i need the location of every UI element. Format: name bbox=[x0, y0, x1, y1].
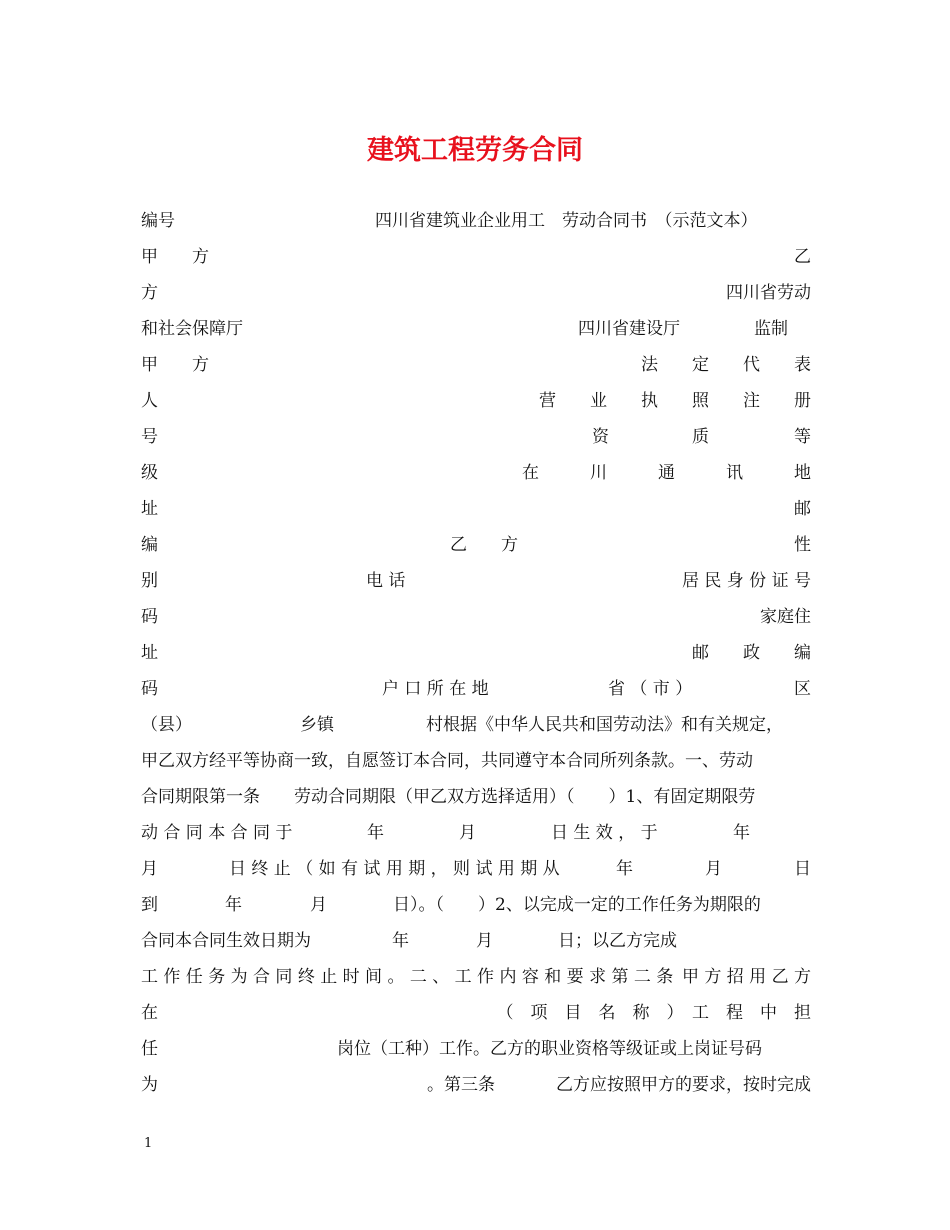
text-fragment: 人 bbox=[141, 391, 158, 411]
text-line bbox=[141, 892, 811, 918]
text-fragment: 在 川 通 讯 地 bbox=[522, 463, 811, 483]
text-fragment: 居 民 身 份 证 号 bbox=[681, 571, 811, 591]
text-line bbox=[141, 1072, 811, 1098]
text-line bbox=[141, 640, 811, 666]
text-line bbox=[141, 856, 811, 882]
text-fragment: 年 bbox=[225, 895, 242, 915]
text-fragment: （县） bbox=[141, 715, 192, 735]
text-fragment: 编号 bbox=[141, 211, 175, 231]
text-fragment: 年 bbox=[392, 931, 409, 951]
text-fragment: 省 （ 市 ） bbox=[608, 679, 693, 699]
text-fragment: 四川省劳动 bbox=[726, 283, 811, 303]
text-fragment: 日；以乙方完成 bbox=[558, 931, 677, 951]
text-line bbox=[141, 676, 811, 702]
text-line bbox=[141, 604, 811, 630]
text-fragment: 甲 方 招 用 乙 方 bbox=[681, 967, 811, 987]
text-fragment: 乙 bbox=[794, 247, 811, 267]
text-fragment: 家庭住 bbox=[760, 607, 811, 627]
text-fragment: 法 定 代 表 bbox=[641, 355, 811, 375]
text-fragment: 日 生 效 ， 于 bbox=[551, 823, 658, 843]
page-number: 1 bbox=[144, 1136, 153, 1151]
text-line bbox=[141, 280, 811, 306]
text-fragment: 月 bbox=[476, 931, 493, 951]
text-fragment: 甲 方 bbox=[141, 247, 209, 267]
text-fragment: 邮 政 编 bbox=[692, 643, 811, 663]
text-fragment: 和社会保障厅 bbox=[141, 319, 243, 339]
text-line bbox=[141, 568, 811, 594]
text-fragment: 别 bbox=[141, 571, 158, 591]
text-fragment: 区 bbox=[794, 679, 811, 699]
text-fragment: 年 bbox=[367, 823, 384, 843]
text-line bbox=[141, 820, 811, 846]
text-fragment: 年 bbox=[616, 859, 633, 879]
text-fragment: 资 bbox=[592, 427, 609, 447]
text-line bbox=[141, 532, 811, 558]
text-fragment: 月 bbox=[705, 859, 722, 879]
text-fragment: 乙方应按照甲方的要求，按时完成 bbox=[556, 1075, 811, 1095]
text-fragment: 号 bbox=[141, 427, 158, 447]
text-fragment: 性 bbox=[794, 535, 811, 555]
text-fragment: 方 bbox=[141, 283, 158, 303]
text-fragment: 电 话 bbox=[366, 571, 406, 591]
text-fragment: 邮 bbox=[794, 499, 811, 519]
text-line bbox=[141, 964, 811, 990]
text-fragment: 码 bbox=[141, 679, 158, 699]
text-fragment: 合同期限第一条 劳动合同期限（甲乙双方选择适用）（ ）1、有固定期限劳 bbox=[141, 787, 756, 807]
text-fragment: 在 bbox=[141, 1003, 158, 1023]
text-fragment: 址 bbox=[141, 499, 158, 519]
text-fragment: 日 bbox=[794, 859, 811, 879]
text-fragment: 乡镇 bbox=[300, 715, 334, 735]
text-fragment: 到 bbox=[141, 895, 158, 915]
text-fragment: 为 bbox=[141, 1075, 158, 1095]
text-fragment: 合同本合同生效日期为 bbox=[141, 931, 311, 951]
text-fragment: 。第三条 bbox=[427, 1075, 495, 1095]
document-title: 建筑工程劳务合同 bbox=[367, 135, 583, 166]
text-fragment: 户 口 所 在 地 bbox=[382, 679, 489, 699]
text-fragment: 任 bbox=[141, 1039, 158, 1059]
text-fragment: 级 bbox=[141, 463, 158, 483]
text-fragment: 质 bbox=[692, 427, 709, 447]
text-line bbox=[141, 748, 811, 774]
text-fragment: 乙 方 bbox=[450, 535, 518, 555]
text-line bbox=[141, 352, 811, 378]
text-fragment: 码 bbox=[141, 607, 158, 627]
text-fragment: 月 bbox=[459, 823, 476, 843]
text-fragment: 甲乙双方经平等协商一致，自愿签订本合同，共同遵守本合同所列条款。一、劳动 bbox=[141, 751, 753, 771]
text-fragment: 四川省建设厅 bbox=[578, 319, 680, 339]
text-line bbox=[141, 712, 811, 738]
text-fragment: 址 bbox=[141, 643, 158, 663]
text-fragment: 工 作 任 务 为 合 同 终 止 时 间 。 二 、 工 作 内 容 和 要 求 第 二 条 bbox=[141, 967, 674, 987]
text-line bbox=[141, 1000, 811, 1026]
text-fragment: 月 bbox=[141, 859, 158, 879]
text-line bbox=[141, 316, 811, 342]
text-fragment: 四川省建筑业企业用工 劳动合同书 （示范文本） bbox=[375, 211, 758, 231]
text-fragment: 编 bbox=[141, 535, 158, 555]
text-line bbox=[141, 928, 811, 954]
text-fragment: 岗位（工种）工作。乙方的职业资格等级证或上岗证号码 bbox=[337, 1039, 762, 1059]
text-line bbox=[141, 424, 811, 450]
text-fragment: 监制 bbox=[754, 319, 788, 339]
text-fragment: 等 bbox=[794, 427, 811, 447]
text-fragment: 月 bbox=[310, 895, 327, 915]
text-line bbox=[141, 460, 811, 486]
text-fragment: 村根据《中华人民共和国劳动法》和有关规定， bbox=[426, 715, 783, 735]
text-fragment: 甲 方 bbox=[141, 355, 209, 375]
text-fragment: 日 终 止 （ 如 有 试 用 期 ， 则 试 用 期 从 bbox=[229, 859, 560, 879]
text-fragment: 年 bbox=[733, 823, 750, 843]
text-fragment: 日）。（ ）2、以完成一定的工作任务为期限的 bbox=[393, 895, 761, 915]
text-fragment: （ 项 目 名 称 ） 工 程 中 担 bbox=[496, 1003, 811, 1023]
text-line bbox=[141, 208, 811, 234]
text-line bbox=[141, 1036, 811, 1062]
text-line bbox=[141, 496, 811, 522]
text-fragment: 动 合 同 本 合 同 于 bbox=[141, 823, 293, 843]
text-line bbox=[141, 388, 811, 414]
text-line bbox=[141, 784, 811, 810]
text-fragment: 营 业 执 照 注 册 bbox=[539, 391, 811, 411]
text-line bbox=[141, 244, 811, 270]
